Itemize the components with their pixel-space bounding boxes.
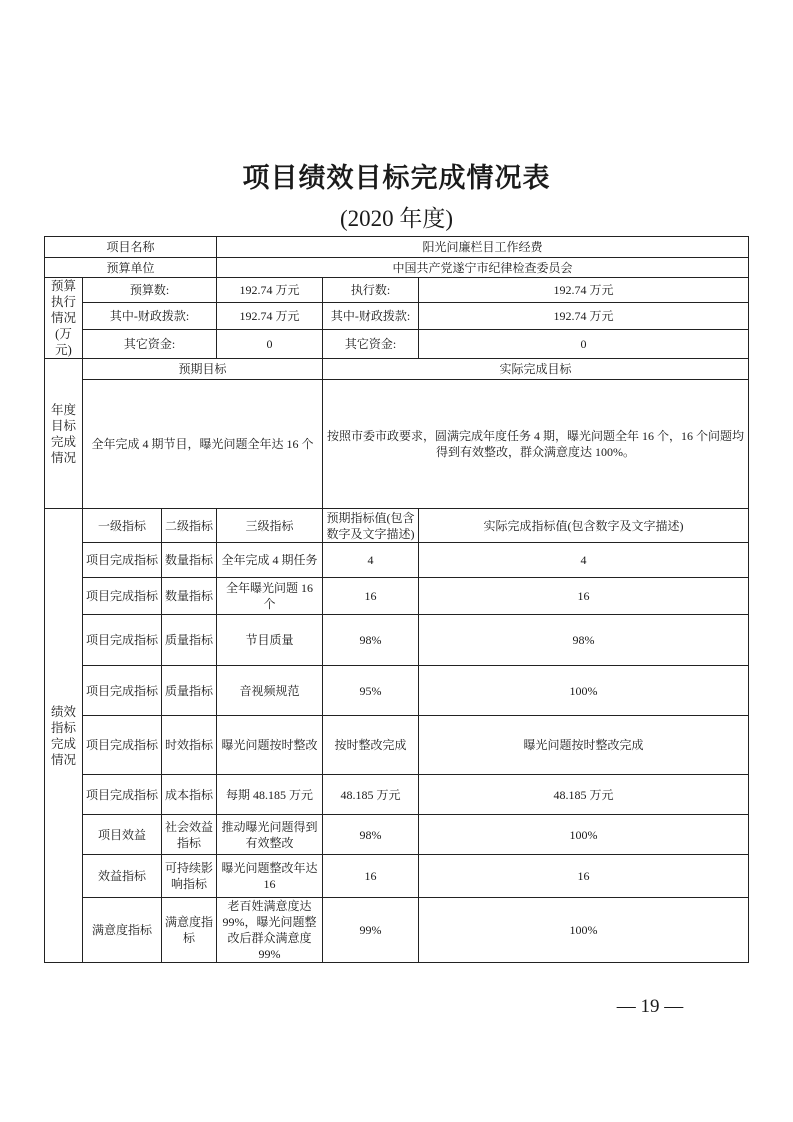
level2: 质量指标	[162, 615, 217, 666]
budget-unit-value: 中国共产党遂宁市纪律检查委员会	[217, 258, 749, 278]
level3: 曝光问题整改年达16	[217, 855, 323, 898]
project-name-value: 阳光问廉栏目工作经费	[217, 237, 749, 258]
level1: 满意度指标	[83, 898, 162, 963]
level1: 项目完成指标	[83, 615, 162, 666]
budget-value-a: 0	[217, 329, 323, 358]
level1: 项目完成指标	[83, 543, 162, 578]
level1: 项目效益	[83, 815, 162, 855]
page-title: 项目绩效目标完成情况表	[242, 163, 551, 193]
expected-value: 98%	[323, 815, 419, 855]
side-line: (万元)	[55, 327, 72, 357]
performance-table	[44, 236, 749, 963]
expected-value: 16	[323, 855, 419, 898]
side-line: 指标	[50, 720, 76, 735]
actual-value: 100%	[419, 815, 749, 855]
budget-row	[45, 329, 749, 358]
actual-value: 4	[419, 543, 749, 578]
header-level3: 三级指标	[217, 509, 323, 543]
expected-value: 99%	[323, 898, 419, 963]
side-line: 绩效	[50, 704, 76, 719]
annual-content-row	[45, 380, 749, 509]
level3: 音视频规范	[217, 666, 323, 716]
budget-unit-label: 预算单位	[45, 258, 217, 278]
level3: 每期 48.185 万元	[217, 775, 323, 815]
expected-value: 95%	[323, 666, 419, 716]
level3: 全年曝光问题 16 个	[217, 578, 323, 615]
project-name-label: 项目名称	[45, 237, 217, 258]
level2: 质量指标	[162, 666, 217, 716]
budget-label-a: 预算数:	[83, 278, 217, 303]
budget-side-label	[45, 278, 83, 359]
page-number: — 19 —	[616, 996, 684, 1017]
expected-goal-header: 预期目标	[83, 359, 323, 380]
side-line: 年度	[50, 402, 76, 417]
level2: 时效指标	[162, 716, 217, 775]
budget-value-b: 192.74 万元	[419, 303, 749, 330]
level3: 老百姓满意度达99%，曝光问题整改后群众满意度 99%	[217, 898, 323, 963]
level3: 推动曝光问题得到有效整改	[217, 815, 323, 855]
actual-value: 曝光问题按时整改完成	[419, 716, 749, 775]
actual-goal-header: 实际完成目标	[323, 359, 749, 380]
actual-value: 100%	[419, 666, 749, 716]
budget-value-b: 0	[419, 329, 749, 358]
expected-value: 按时整改完成	[323, 716, 419, 775]
level3: 节目质量	[217, 615, 323, 666]
side-line: 完成	[50, 434, 76, 449]
level2: 满意度指标	[162, 898, 217, 963]
actual-value: 48.185 万元	[419, 775, 749, 815]
annual-header-row	[45, 359, 749, 380]
level1: 项目完成指标	[83, 578, 162, 615]
indicator-row	[45, 615, 749, 666]
actual-value: 16	[419, 578, 749, 615]
side-line: 情况	[50, 450, 76, 465]
level1: 项目完成指标	[83, 775, 162, 815]
side-line: 预算	[50, 279, 76, 293]
level1: 项目完成指标	[83, 666, 162, 716]
indicator-row	[45, 815, 749, 855]
indicator-row	[45, 543, 749, 578]
header-actual: 实际完成指标值(包含数字及文字描述)	[419, 509, 749, 543]
actual-value: 98%	[419, 615, 749, 666]
annual-side-label	[45, 359, 83, 509]
budget-label-b: 执行数:	[323, 278, 419, 303]
budget-label-a: 其它资金:	[83, 329, 217, 358]
expected-value: 16	[323, 578, 419, 615]
project-name-row	[45, 237, 749, 258]
indicator-row	[45, 578, 749, 615]
actual-goal-text: 按照市委市政要求，圆满完成年度任务 4 期，曝光问题全年 16 个，16 个问题均得到有效整改，群众满意度达 100%。	[323, 380, 749, 509]
budget-value-b: 192.74 万元	[419, 278, 749, 303]
budget-row	[45, 278, 749, 303]
budget-row	[45, 303, 749, 330]
level2: 成本指标	[162, 775, 217, 815]
level3: 全年完成 4 期任务	[217, 543, 323, 578]
level1: 项目完成指标	[83, 716, 162, 775]
budget-unit-row	[45, 258, 749, 278]
expected-value: 4	[323, 543, 419, 578]
indicator-row	[45, 898, 749, 963]
indicator-row	[45, 775, 749, 815]
side-line: 执行	[50, 295, 76, 309]
budget-value-a: 192.74 万元	[217, 303, 323, 330]
actual-value: 16	[419, 855, 749, 898]
budget-value-a: 192.74 万元	[217, 278, 323, 303]
level3: 曝光问题按时整改	[217, 716, 323, 775]
actual-value: 100%	[419, 898, 749, 963]
header-expected: 预期指标值(包含数字及文字描述)	[323, 509, 419, 543]
indicator-header-row	[45, 509, 749, 543]
level2: 数量指标	[162, 543, 217, 578]
level2: 数量指标	[162, 578, 217, 615]
budget-label-a: 其中-财政拨款:	[83, 303, 217, 330]
page-subtitle: (2020 年度)	[339, 206, 454, 231]
level2: 社会效益指标	[162, 815, 217, 855]
indicator-row	[45, 716, 749, 775]
side-line: 目标	[50, 418, 76, 433]
expected-value: 98%	[323, 615, 419, 666]
expected-value: 48.185 万元	[323, 775, 419, 815]
side-line: 完成	[50, 736, 76, 751]
level1: 效益指标	[83, 855, 162, 898]
indicator-row	[45, 666, 749, 716]
budget-label-b: 其中-财政拨款:	[323, 303, 419, 330]
side-line: 情况	[50, 311, 76, 325]
header-level1: 一级指标	[83, 509, 162, 543]
level2: 可持续影响指标	[162, 855, 217, 898]
side-line: 情况	[50, 752, 76, 767]
performance-side-label	[45, 509, 83, 963]
expected-goal-text: 全年完成 4 期节目，曝光问题全年达 16 个	[83, 380, 323, 509]
budget-label-b: 其它资金:	[323, 329, 419, 358]
header-level2: 二级指标	[162, 509, 217, 543]
indicator-row	[45, 855, 749, 898]
